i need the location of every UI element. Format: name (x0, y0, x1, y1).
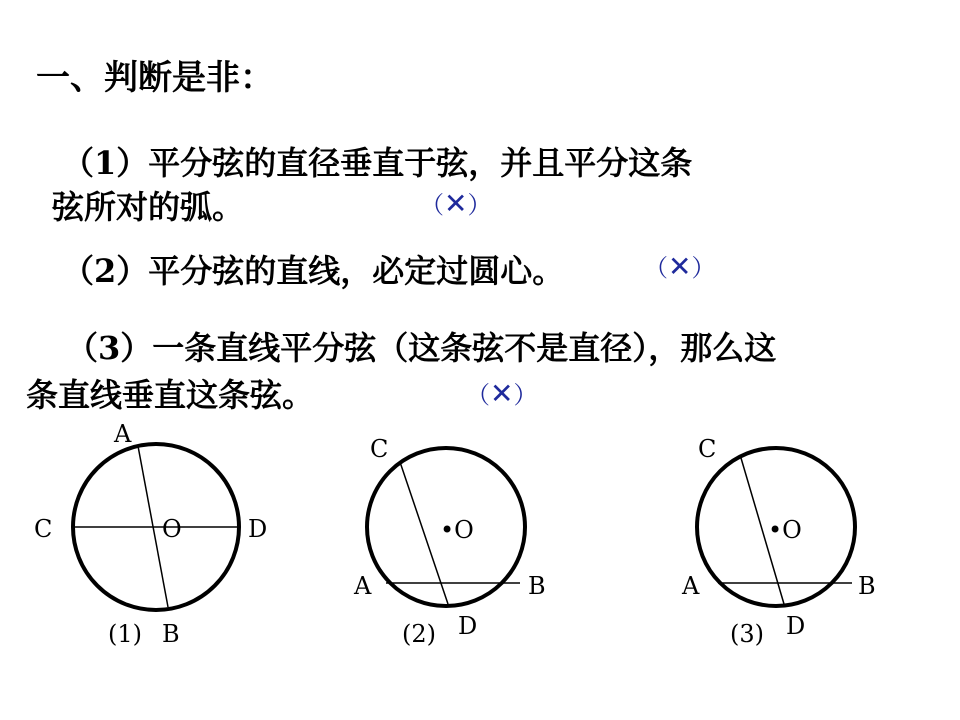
label-c-1: C (34, 515, 53, 543)
answer-1-close: ） (467, 191, 492, 219)
caption-1: (1) (108, 620, 142, 648)
question-1-line-2: 弦所对的弧。 (52, 188, 245, 226)
caption-3: (3) (730, 620, 764, 648)
label-a-1: A (114, 420, 132, 448)
label-o-2: •O (440, 516, 474, 544)
answer-2-open: （ (644, 254, 668, 282)
label-d-1: D (248, 515, 268, 543)
figure-2 (353, 435, 546, 648)
answer-2-close: ） (691, 254, 716, 282)
label-o-1: O (162, 515, 182, 543)
label-d-2: D (458, 612, 478, 640)
cross-icon: ✕ (668, 250, 692, 283)
label-b-2: B (528, 572, 546, 600)
figure-1 (34, 420, 267, 648)
caption-2: (2) (402, 620, 436, 648)
section-title: 一、判断是非： (36, 58, 274, 98)
label-o-3: •O (768, 516, 802, 544)
cross-icon: ✕ (490, 377, 514, 410)
question-1-line-1: （1）平分弦的直径垂直于弦，并且平分这条 (62, 144, 693, 182)
question-2-line-1: （2）平分弦的直线，必定过圆心。 (62, 252, 565, 290)
label-a-2: A (354, 572, 372, 600)
cross-icon: ✕ (444, 187, 468, 220)
label-a-3: A (682, 572, 700, 600)
question-3-line-2: 条直线垂直这条弦。 (26, 376, 315, 414)
label-b-1: B (162, 620, 180, 648)
label-d-3: D (786, 612, 806, 640)
question-3-line-1: （3）一条直线平分弦（这条弦不是直径），那么这 (66, 329, 777, 367)
answer-1-open: （ (420, 191, 444, 219)
label-c-3: C (698, 435, 717, 463)
answer-3-close: ） (513, 381, 538, 409)
label-b-3: B (858, 572, 876, 600)
label-c-2: C (370, 435, 389, 463)
figure-3 (681, 435, 876, 648)
answer-3-open: （ (466, 381, 490, 409)
